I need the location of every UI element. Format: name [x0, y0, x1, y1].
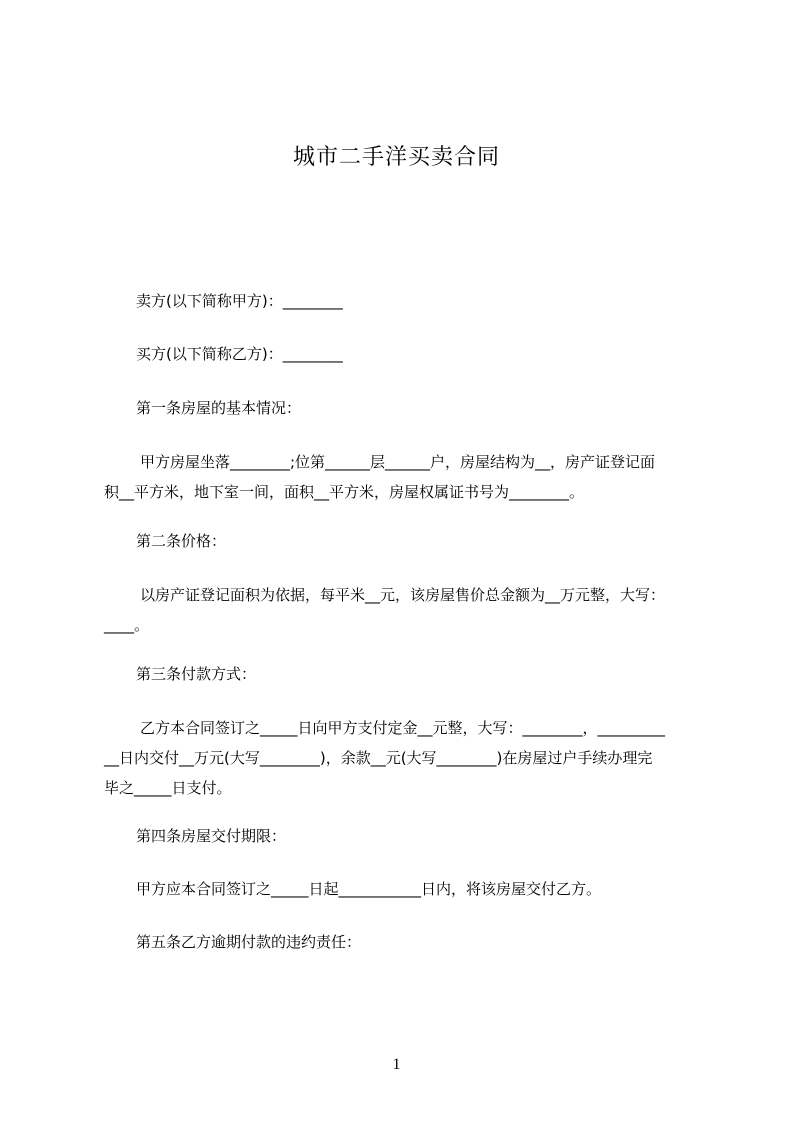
article2-line-2: ____。	[104, 616, 150, 634]
buyer-line: 买方(以下简称乙方)：________	[136, 345, 343, 363]
article4-heading: 第四条房屋交付期限：	[136, 827, 287, 845]
article4-body: 甲方应本合同签订之_____日起___________日内，将该房屋交付乙方。	[136, 880, 602, 898]
article1-line-1: 甲方房屋坐落________;位第______层______户，房屋结构为__，房产证登记面	[140, 453, 656, 471]
article1-heading: 第一条房屋的基本情况：	[136, 399, 302, 417]
article2-line-1: 以房产证登记面积为依据，每平米__元，该房屋售价总金额为__万元整，大写：	[140, 586, 666, 604]
article3-line-2: __日内交付__万元(大写________)，余款__元(大写________)在房屋过户手续办理完	[104, 749, 653, 767]
document-title: 城市二手洋买卖合同	[292, 145, 500, 170]
article3-heading: 第三条付款方式：	[136, 665, 257, 683]
seller-line: 卖方(以下简称甲方)：________	[136, 292, 343, 310]
article1-line-2: 积__平方米，地下室一间，面积__平方米，房屋权属证书号为________。	[104, 483, 585, 501]
article3-body	[104, 713, 704, 803]
article2-body	[104, 580, 704, 640]
article3-line-3: 毕之_____日支付。	[104, 779, 232, 797]
article3-line-1: 乙方本合同签订之_____日向甲方支付定金__元整，大写：________，_________	[140, 719, 666, 737]
article1-body	[104, 447, 704, 507]
article2-heading: 第二条价格：	[136, 532, 227, 550]
page-number: 1	[392, 1056, 401, 1073]
article5-heading: 第五条乙方逾期付款的违约责任：	[136, 933, 362, 951]
